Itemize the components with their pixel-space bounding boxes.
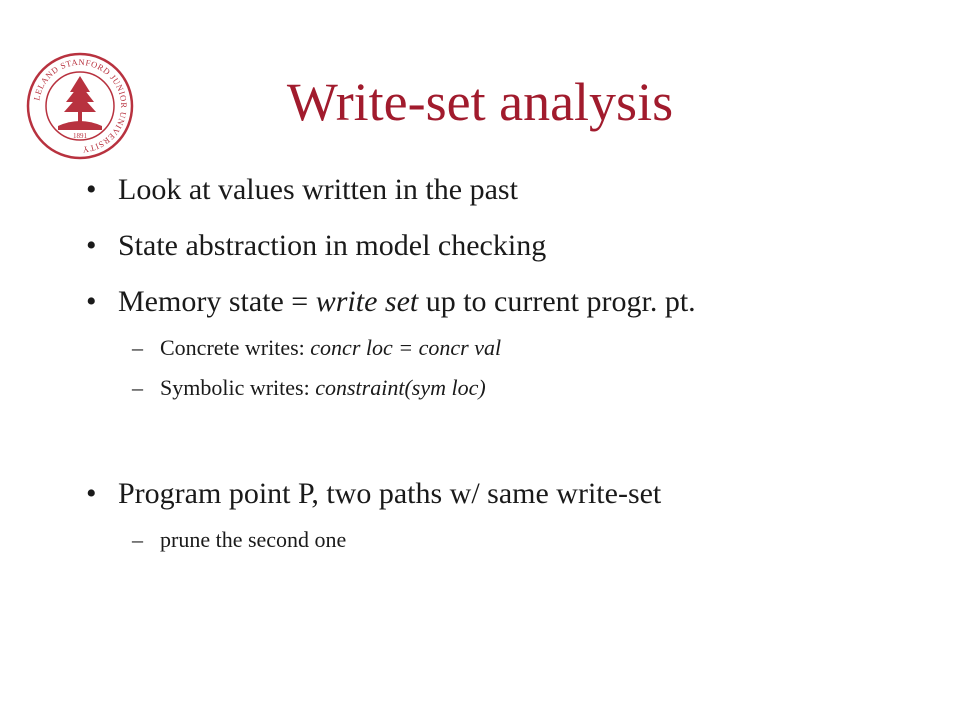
bullet-text: State abstraction in model checking xyxy=(118,229,547,262)
dash-mark: – xyxy=(132,527,143,552)
bullet-text-emphasis: write set xyxy=(315,285,419,318)
bullet-text-pre: Memory state = xyxy=(118,285,316,318)
sub-bullet-text-emphasis: constraint(sym loc) xyxy=(315,375,486,400)
sub-bullet-item xyxy=(86,526,946,554)
bullet-list xyxy=(86,172,946,554)
bullet-item xyxy=(86,284,946,320)
sub-bullet-text-pre: Symbolic writes: xyxy=(160,375,316,400)
slide-title: Write-set analysis xyxy=(286,72,674,132)
dash-mark: – xyxy=(132,335,143,360)
sub-bullet-item xyxy=(86,374,946,402)
sub-bullet-text: prune the second one xyxy=(160,527,347,552)
seal-year: 1891 xyxy=(73,132,87,140)
bullet-text: Look at values written in the past xyxy=(118,173,518,206)
sub-bullet-text-pre: Concrete writes: xyxy=(160,335,311,360)
bullet-item xyxy=(86,476,946,512)
sub-bullet-item xyxy=(86,334,946,362)
bullet-text-post: up to current progr. pt. xyxy=(418,285,696,318)
bullet-mark: • xyxy=(86,477,97,510)
bullet-mark: • xyxy=(86,285,97,318)
bullet-item xyxy=(86,172,946,208)
bullet-mark: • xyxy=(86,229,97,262)
bullet-text: Program point P, two paths w/ same write-set xyxy=(118,477,662,510)
seal-ring-text: LELAND STANFORD JUNIOR UNIVERSITY xyxy=(31,56,130,156)
sub-bullet-text-emphasis: concr loc = concr val xyxy=(310,335,502,360)
bullet-mark: • xyxy=(86,173,97,206)
dash-mark: – xyxy=(132,375,143,400)
bullet-item xyxy=(86,228,946,264)
